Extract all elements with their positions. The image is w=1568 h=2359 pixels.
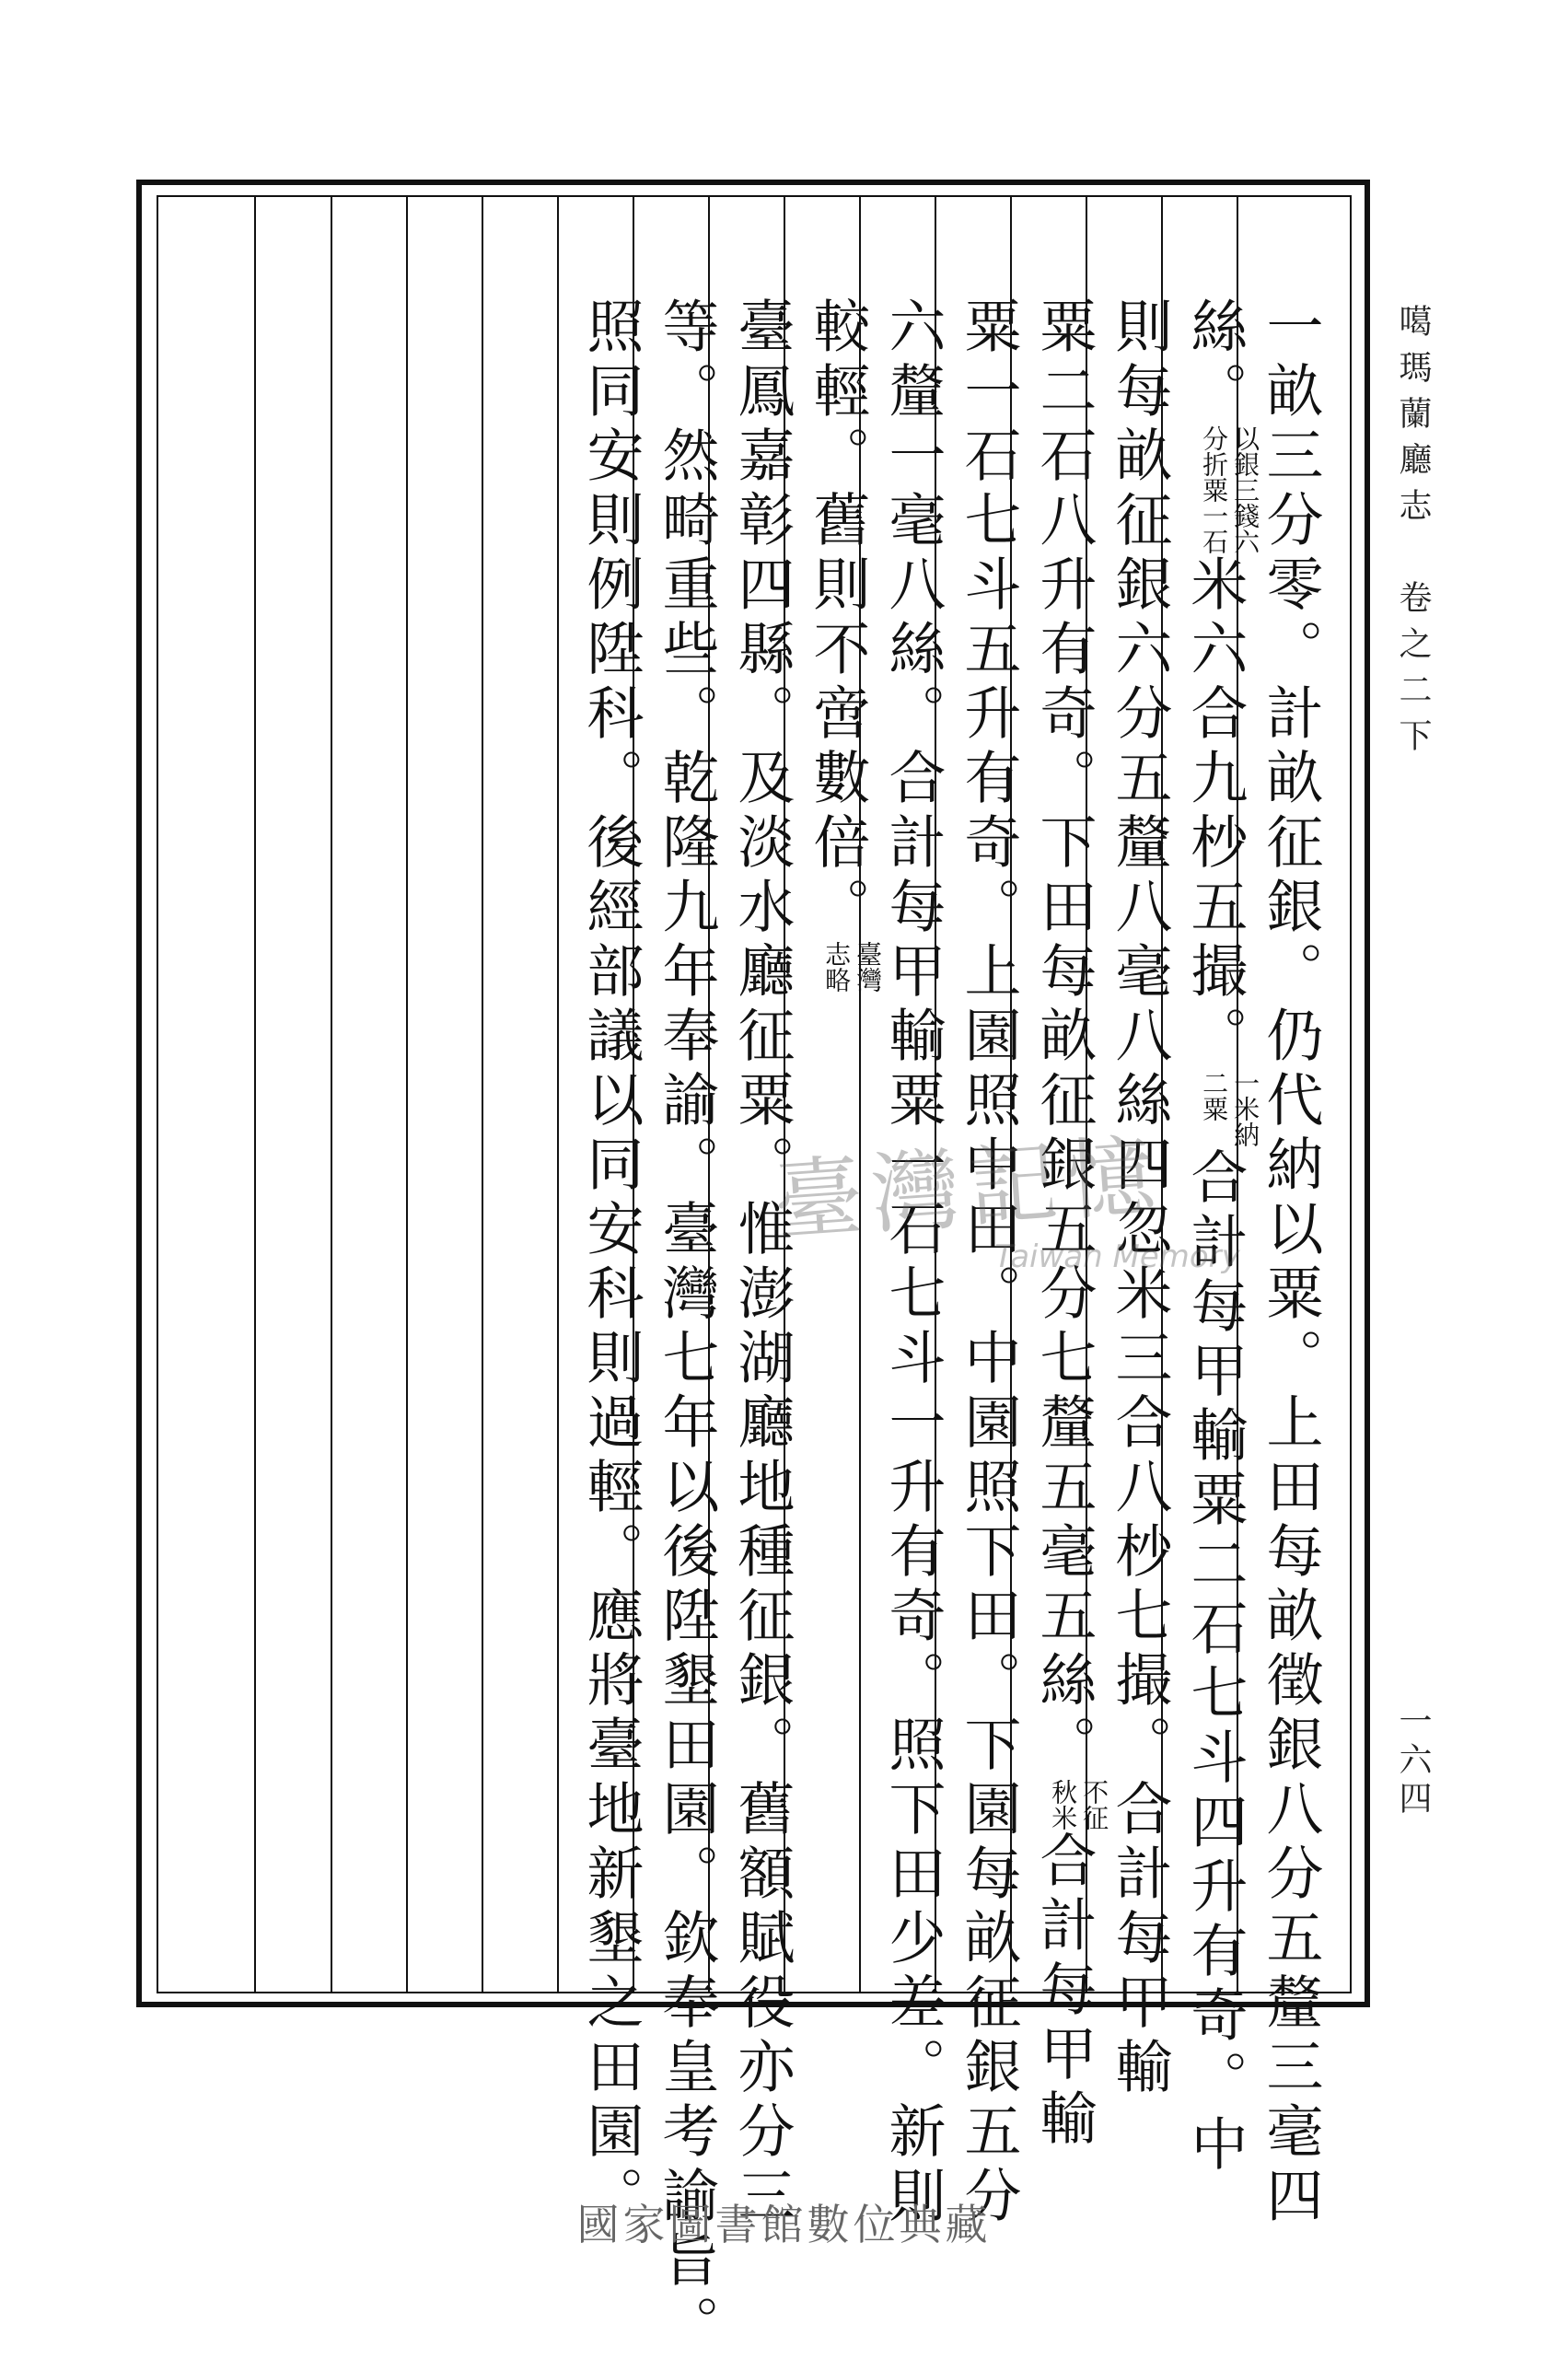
column-text: 臺鳳嘉彰四縣。及淡水廳征粟。惟澎湖廳地種征銀。舊額賦役亦分三 — [728, 296, 796, 2230]
note-line: 臺灣 — [853, 941, 884, 993]
column-rule — [331, 197, 332, 1992]
column-text: 六釐一毫八絲。合計每甲輸粟一石七斗一升有奇。照下田少差。新則 — [879, 296, 947, 2230]
column-text: 米六合九杪五撮。 — [1181, 554, 1249, 1070]
column-text: 絲。 — [1181, 296, 1249, 425]
column-rule — [406, 197, 408, 1992]
watermark — [773, 1119, 1252, 1303]
column-text: 則每畝征銀六分五釐八毫八絲四忽米三合八杪七撮。合計每甲輸 — [1106, 296, 1173, 2101]
watermark-english: Taiwan Memory — [994, 1238, 1240, 1275]
note-line: 一米納 — [1230, 1070, 1261, 1147]
column-text: 較輕。舊則不啻數倍。 — [804, 296, 871, 941]
interlinear-note — [820, 941, 883, 993]
interlinear-note — [1198, 425, 1260, 554]
column-rule — [254, 197, 256, 1992]
note-line: 志略 — [821, 941, 853, 993]
column-rule — [557, 197, 559, 1992]
column-text: 粟二石八升有奇。下田每畝征銀五分七釐五毫五絲。 — [1030, 296, 1098, 1779]
note-line: 不征 — [1079, 1779, 1110, 1830]
watermark-chinese: 臺灣記憶 — [771, 1123, 1167, 1254]
note-line: 分折粟一石 — [1199, 425, 1230, 554]
note-line: 二粟 — [1199, 1070, 1230, 1121]
column-rule — [482, 197, 483, 1992]
text-column-10 — [560, 296, 661, 2230]
footer-credit: 國家圖書館數位典藏 — [576, 2200, 992, 2249]
book-title: 噶瑪蘭廳志 — [1394, 304, 1432, 534]
interlinear-note — [1047, 1779, 1109, 1830]
column-text: 照同安則例陞科。後經部議以同安科則過輕。應將臺地新墾之田園。 — [577, 296, 645, 2230]
column-text: 粟一石七斗五升有奇。上園照中田。中園照下田。下園每畝征銀五分 — [955, 296, 1022, 2230]
note-line: 以銀三錢六 — [1230, 425, 1261, 554]
running-title — [1381, 304, 1436, 764]
column-text: 等。然畸重些。乾隆九年奉諭。臺灣七年以後陞墾田園。欽奉皇考諭旨。 — [653, 296, 720, 2359]
page-number: 一六四 — [1394, 1703, 1432, 1819]
column-text: 一畝三分零。計畝征銀。仍代納以粟。上田每畝徵銀八分五釐三毫四 — [1257, 296, 1324, 2230]
volume-label: 卷之二下 — [1394, 580, 1432, 764]
column-text: 合計每甲輸 — [1030, 1830, 1098, 2153]
column-text: 合計每甲輸粟二石七斗四升有奇。中 — [1181, 1147, 1249, 2179]
note-line: 秋米 — [1048, 1779, 1079, 1830]
